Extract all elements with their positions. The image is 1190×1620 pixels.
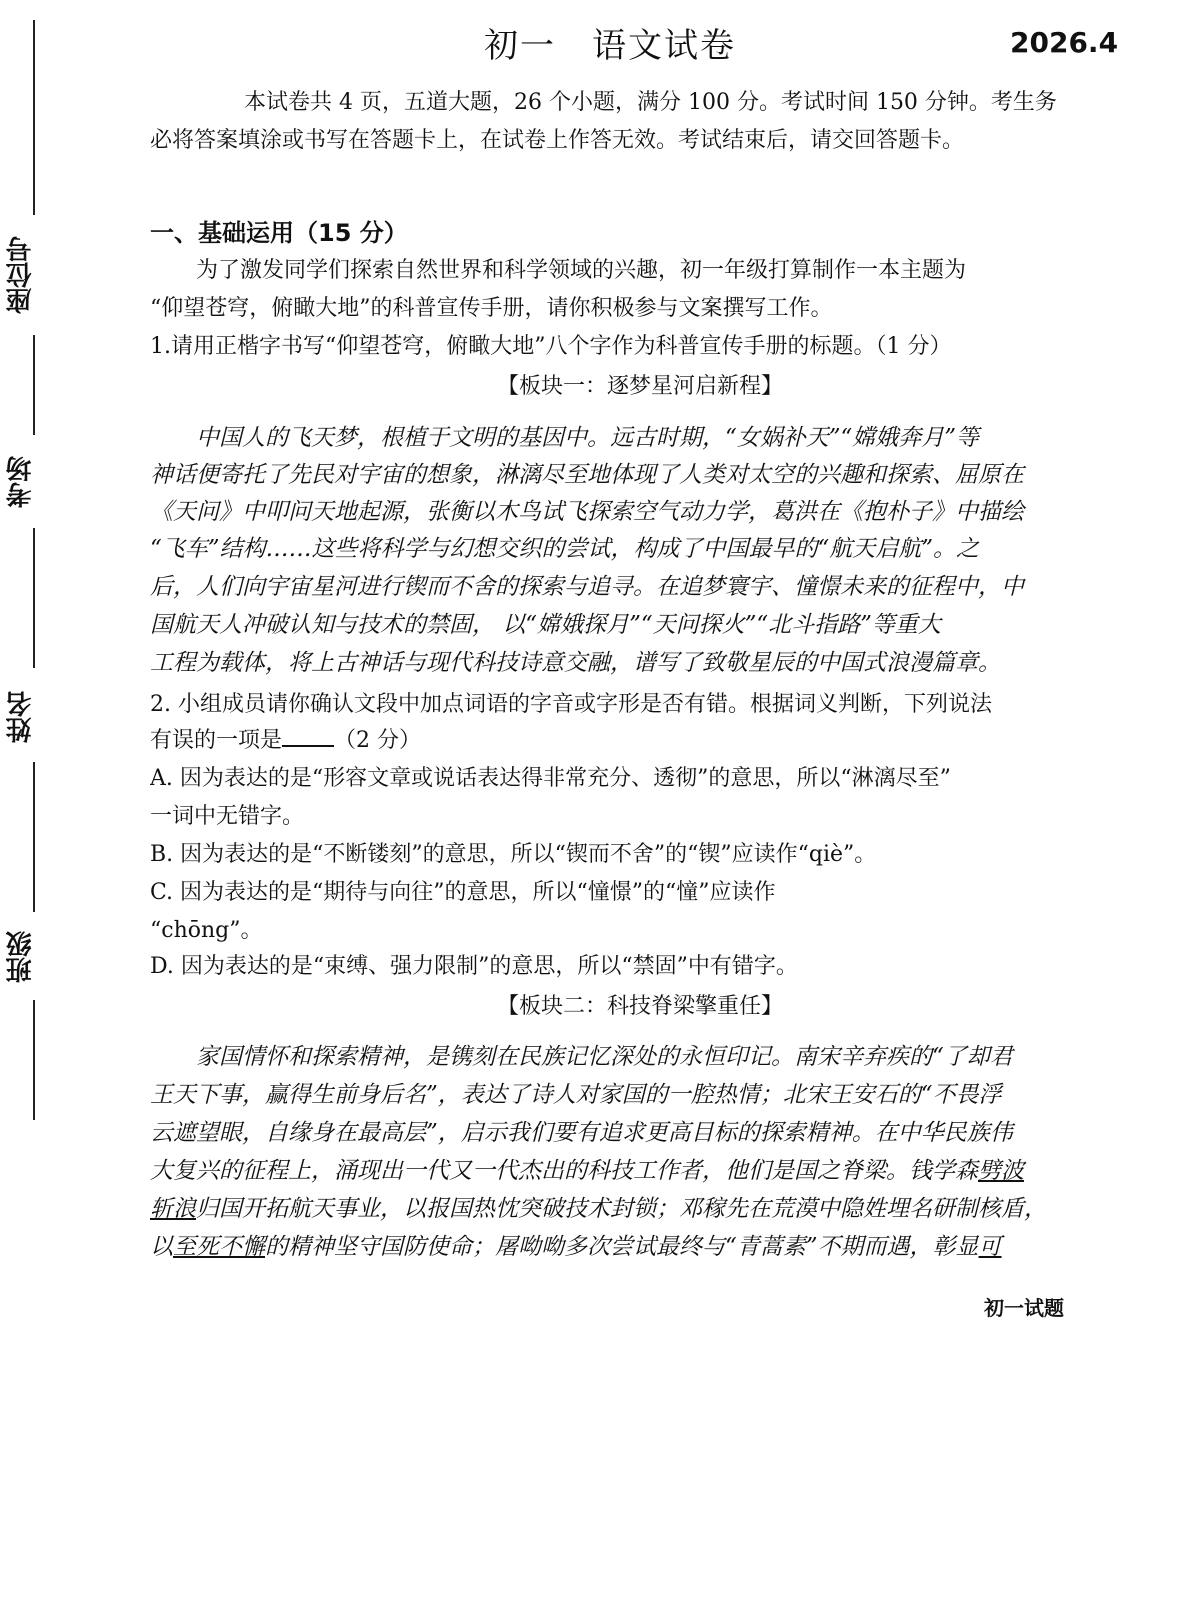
margin-line: [33, 1000, 35, 1120]
question-2-score: （2 分）: [334, 728, 422, 753]
option-a-cont: 一词中无错字。: [150, 804, 305, 829]
option-b: B. 因为表达的是“不断镂刻”的意思，所以“锲而不舍”的“锲”应读作“qiè”。: [150, 842, 877, 867]
question-2-cont: [150, 726, 1130, 756]
option-c: C. 因为表达的是“期待与向往”的意思，所以“憧憬”的“憧”应读作: [150, 880, 776, 905]
passage-line: 云遮望眼，自缘身在最高层”，启示我们要有追求更高目标的探索精神。在中华民族伟: [150, 1120, 1013, 1146]
passage-line: “飞车”结构……这些将科学与幻想交织的尝试，构成了中国最早的“航天启航”。之: [150, 536, 980, 562]
intro-line: “仰望苍穹，俯瞰大地”的科普宣传手册，请你积极参与文案撰写工作。: [150, 296, 833, 321]
passage-line: 神话便寄托了先民对宇宙的想象，淋漓尽至地体现了人类对太空的兴趣和探索、屈原在: [150, 462, 1024, 488]
student-name-label: 姓名: [6, 691, 36, 744]
page-footer: 初一试题: [984, 1296, 1064, 1320]
seat-number-label: 座位号: [6, 236, 36, 314]
exam-date: 2026.4: [1010, 26, 1119, 59]
question-2: 2. 小组成员请你确认文段中加点词语的字音或字形是否有错。根据词义判断，下列说法: [150, 692, 992, 717]
passage-line: 王天下事，赢得生前身后名”，表达了诗人对家国的一腔热情；北宋王安石的“不畏浮: [150, 1082, 1002, 1108]
passage-line: 国航天人冲破认知与技术的禁固， 以“嫦娥探月”“天问探火”“北斗指路”等重大: [150, 612, 941, 638]
instruction-line: 本试卷共 4 页，五道大题，26 个小题，满分 100 分。考试时间 150 分钟。考生务: [244, 90, 1057, 115]
passage-line: 中国人的飞天梦，根植于文明的基因中。远古时期，“女娲补天”“嫦娥奔月”等: [196, 425, 980, 451]
exam-room-label: 考场: [6, 456, 36, 509]
underlined-word: 可: [978, 1234, 1002, 1260]
underlined-word: 斩浪: [150, 1196, 196, 1222]
underlined-word: 劈波: [978, 1158, 1024, 1184]
class-label: 班级: [6, 931, 36, 984]
option-a: A. 因为表达的是“形容文章或说话表达得非常充分、透彻”的意思，所以“淋漓尽至”: [150, 766, 951, 791]
passage-text: 归国开拓航天事业，以报国热忱突破技术封锁；邓稼先在荒漠中隐姓埋名研制核盾，: [196, 1196, 1047, 1222]
option-d: D. 因为表达的是“束缚、强力限制”的意思，所以“禁固”中有错字。: [150, 954, 798, 979]
question-1: 1.请用正楷字书写“仰望苍穹，俯瞰大地”八个字作为科普宣传手册的标题。（1 分）: [150, 334, 952, 359]
passage-text: 以: [150, 1234, 173, 1260]
passage-line: 工程为载体，将上古神话与现代科技诗意交融，谱写了致敬星辰的中国式浪漫篇章。: [150, 650, 1001, 676]
underlined-word: 至死不懈: [173, 1234, 265, 1260]
instruction-line: 必将答案填涂或书写在答题卡上，在试卷上作答无效。考试结束后，请交回答题卡。: [150, 128, 965, 153]
passage-line: [150, 1194, 1130, 1224]
passage-text: 的精神坚守国防使命；屠呦呦多次尝试最终与“青蒿素”不期而遇，彰显: [265, 1234, 979, 1260]
margin-line: [33, 762, 35, 912]
passage-line: 《天问》中叩问天地起源，张衡以木鸟试飞探索空气动力学，葛洪在《抱朴子》中描绘: [150, 499, 1024, 525]
answer-blank: [282, 745, 334, 747]
module-title: 【板块二：科技脊梁擎重任】: [496, 994, 783, 1019]
module-title: 【板块一：逐梦星河启新程】: [496, 374, 783, 399]
passage-line: 家国情怀和探索精神，是镌刻在民族记忆深处的永恒印记。南宋辛弃疾的“了却君: [196, 1044, 1013, 1070]
passage-text: 大复兴的征程上，涌现出一代又一代杰出的科技工作者，他们是国之脊梁。钱学森: [150, 1158, 978, 1184]
passage-line: 后，人们向宇宙星河进行锲而不舍的探索与追寻。在追梦寰宇、憧憬未来的征程中，中: [150, 574, 1024, 600]
intro-line: 为了激发同学们探索自然世界和科学领域的兴趣，初一年级打算制作一本主题为: [196, 258, 967, 283]
margin-line: [33, 20, 35, 215]
section-heading: 一、基础运用（15 分）: [150, 219, 408, 247]
option-c-cont: “chōng”。: [150, 918, 263, 943]
question-2-stem: 有误的一项是: [150, 728, 283, 753]
passage-line: [150, 1232, 1130, 1262]
page-title: 初一 语文试卷: [484, 26, 736, 66]
margin-line: [33, 335, 35, 435]
passage-line: [150, 1156, 1130, 1186]
margin-line: [33, 528, 35, 668]
